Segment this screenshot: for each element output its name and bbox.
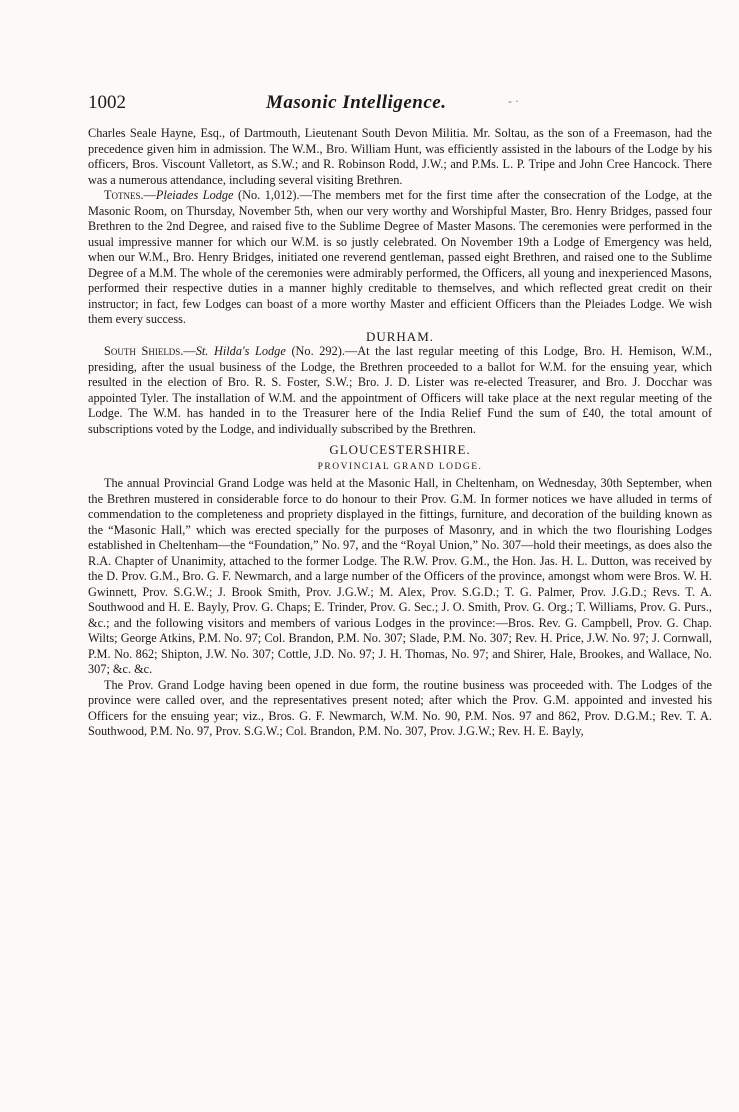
section-heading-gloucestershire: GLOUCESTERSHIRE. bbox=[329, 442, 471, 457]
paragraph-body: (No. 292).—At the last regular meeting of this Lodge, Bro. H. Hemison, W.M., presiding, after the usual business of the Lodge, the Brethren proceeded to a ballot for W.M. for the ensuing year, which resulted in the election of Bro. R. S. Foster, S.W.; Bro. J. D. Lister was re-elected Treasurer, and Bro. J. Docchar was appointed Tyler. The installation of W.M. and the appointment of Officers will take place at the next regular meeting of the Lodge. The W.M. has handed in to the Treasurer here of the India Relief Fund the sum of £40, the total amount of subscriptions voted by the Lodge, and individually subscribed by the Brethren. bbox=[88, 344, 712, 436]
paragraph-continuation: Charles Seale Hayne, Esq., of Dartmouth, Lieutenant South Devon Militia. Mr. Soltau, as the son of a Freemason, had the precedence given him in admission. The W.M., Bro. William Hunt, was efficiently assisted in the labours of the Lodge by his officers, Bros. Viscount Valletort, as S.W.; and R. Robinson Rodd, J.W.; and P.Ms. L. P. Tripe and John Cree Hancock. There was a numerous attendance, including several visiting Brethren. bbox=[88, 126, 712, 187]
page-number: 1002 bbox=[88, 92, 126, 113]
place-name: Totnes. bbox=[104, 188, 144, 202]
paragraph-body: (No. 1,012).—The members met for the first time after the consecration of the Lodge, at the Masonic Room, on Thursday, November 5th, when our very worthy and Worshipful Master, Bro. Henry Bridges, passed four Brethren to the 2nd Degree, and raised five to the Sublime Degree of Master Masons. The ceremonies were performed in the usual impressive manner for which our W.M. is so justly celebrated. On November 19th a Lodge of Emergency was held, when our W.M., Bro. Henry Bridges, initiated one reverend gentleman, passed eight Brethren, and raised one to the Sublime Degree of a M.M. The whole of the ceremonies were admirably performed, the Officers, all young and inexperienced Masons, performed their respective duties in a manner highly creditable to themselves, and which reflected great credit on their instructor; in fact, few Lodges can boast of a more worthy Master and efficient Officers than the Pleiades Lodge. We wish them every success. bbox=[88, 188, 712, 326]
paragraph-south-shields: South Shields.—St. Hilda's Lodge (No. 292).—At the last regular meeting of this Lodge, Bro. H. Hemison, W.M., presiding, after the usual business of the Lodge, the Brethren proceeded to a ballot for W.M. for the ensuing year, which resulted in the election of Bro. R. S. Foster, S.W.; Bro. J. D. Lister was re-elected Treasurer, and Bro. J. Docchar was appointed Tyler. The installation of W.M. and the appointment of Officers will take place at the next regular meeting of the Lodge. The W.M. has handed in to the Treasurer here of the India Relief Fund the sum of £40, the total amount of subscriptions voted by the Lodge, and individually subscribed by the Brethren. bbox=[88, 344, 712, 436]
paragraph-totnes: Totnes.—Pleiades Lodge (No. 1,012).—The members met for the first time after the consecration of the Lodge, at the Masonic Room, on Thursday, November 5th, when our very worthy and Worshipful Master, Bro. Henry Bridges, passed four Brethren to the 2nd Degree, and raised five to the Sublime Degree of Master Masons. The ceremonies were performed in the usual impressive manner for which our W.M. is so justly celebrated. On November 19th a Lodge of Emergency was held, when our W.M., Bro. Henry Bridges, initiated one reverend gentleman, passed eight Brethren, and raised one to the Sublime Degree of a M.M. The whole of the ceremonies were admirably performed, the Officers, all young and inexperienced Masons, performed their respective duties in a manner highly creditable to themselves, and which reflected great credit on their instructor; in fact, few Lodges can boast of a more worthy Master and efficient Officers than the Pleiades Lodge. We wish them every success. bbox=[88, 188, 712, 326]
paragraph-routine-business: The Prov. Grand Lodge having been opened in due form, the routine business was proceeded with. The Lodges of the province were called over, and the representatives present noted; after which the Prov. G.M. appointed and invested his Officers for the ensuing year; viz., Bros. G. F. Newmarch, W.M. No. 90, P.M. Nos. 97 and 862, Prov. D.G.M.; Rev. T. A. Southwood, P.M. No. 97, Prov. S.G.W.; Col. Brandon, P.M. No. 307, Prov. J.G.W.; Rev. H. E. Bayly, bbox=[88, 677, 712, 738]
subsection-heading: PROVINCIAL GRAND LODGE. bbox=[317, 461, 483, 472]
lodge-name: Pleiades Lodge bbox=[155, 188, 234, 202]
body-text bbox=[88, 126, 712, 740]
place-name: South Shields. bbox=[104, 344, 184, 358]
print-mark: - · bbox=[508, 94, 519, 108]
lodge-name: St. Hilda's Lodge bbox=[195, 344, 286, 358]
section-heading-durham: DURHAM. bbox=[365, 328, 435, 344]
paragraph-provincial-grand-lodge: The annual Provincial Grand Lodge was held at the Masonic Hall, in Cheltenham, on Wednesday, 30th September, when the Brethren mustered in considerable force to do honour to their Prov. G.M. In former notices we have alluded in terms of commendation to the completeness and propriety displayed in the fittings, furniture, and decoration of the building known as the “Masonic Hall,” which was erected specially for the purposes of Masonry, and in which the two flourishing Lodges established in Cheltenham—the “Foundation,” No. 97, and the “Royal Union,” No. 307—hold their meetings, as does also the R.A. Chapter of Unanimity, attached to the former Lodge. The R.W. Prov. G.M., the Hon. Jas. H. L. Dutton, was received by the D. Prov. G.M., Bro. G. F. Newmarch, and a large number of the Officers of the province, amongst whom were Bros. W. H. Gwinnett, Prov. S.G.W.; J. Brook Smith, Prov. J.G.W.; M. Alex, Prov. S.G.D.; T. G. Palmer, Prov. J.G.D.; Revs. T. A. Southwood and H. E. Bayly, Prov. G. Chaps; E. Trinder, Prov. G. Sec.; J. O. Smith, Prov. G. Org.; T. Williams, Prov. G. Purs., &c.; and the following visitors and members of various Lodges in the province:—Bros. Rev. G. Campbell, Prov. G. Chap. Wilts; George Atkins, P.M. No. 97; Col. Brandon, P.M. No. 307; Slade, P.M. No. 307; Rev. H. Price, J.W. No. 97; J. Cornwall, P.M. No. 862; Shipton, J.W. No. 307; Cottle, J.D. No. 97; J. H. Thomas, No. 97; and Shirer, Hale, Brookes, and Wallace, No. 307; &c. &c. bbox=[88, 476, 712, 676]
running-header bbox=[88, 92, 718, 120]
running-title: Masonic Intelligence. bbox=[266, 92, 447, 113]
